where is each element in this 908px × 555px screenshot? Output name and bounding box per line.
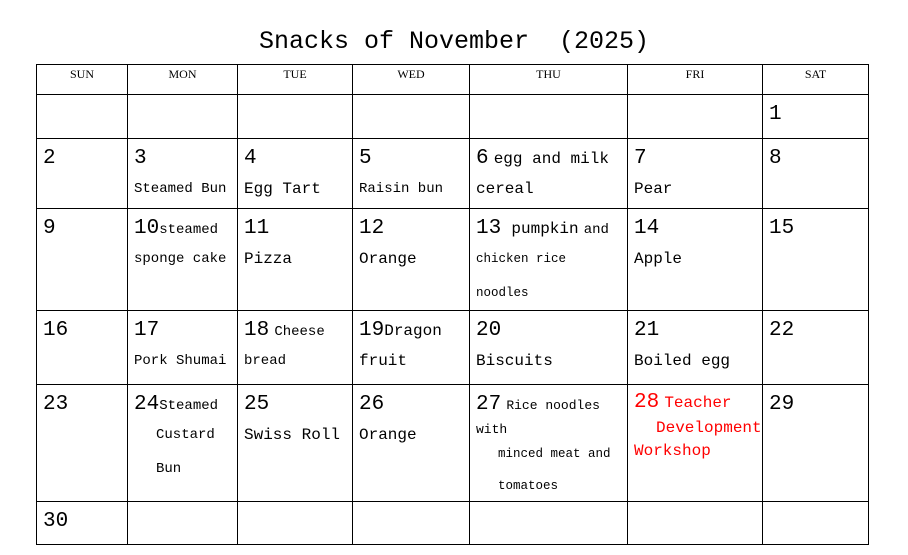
day-number: 26 bbox=[359, 393, 385, 416]
day-cell-27 bbox=[470, 385, 628, 502]
day-cell-20 bbox=[470, 311, 628, 385]
snack-label: Apple bbox=[634, 250, 683, 268]
weekday-fri: FRI bbox=[628, 65, 763, 95]
day-number: 27 bbox=[476, 393, 502, 416]
day-cell-empty bbox=[238, 95, 353, 139]
snack-label: Boiled egg bbox=[634, 352, 731, 370]
day-cell-11 bbox=[238, 209, 353, 311]
day-number: 30 bbox=[43, 510, 69, 533]
snack-label: Biscuits bbox=[476, 352, 553, 370]
day-cell-12 bbox=[353, 209, 470, 311]
weekday-sat: SAT bbox=[763, 65, 869, 95]
weekday-header-row bbox=[37, 65, 869, 95]
weekday-mon: MON bbox=[128, 65, 238, 95]
day-cell-empty bbox=[353, 95, 470, 139]
day-number: 20 bbox=[476, 319, 502, 342]
snack-label: chicken rice noodles bbox=[476, 252, 567, 300]
snack-label: Bun bbox=[156, 461, 182, 477]
day-cell-4 bbox=[238, 139, 353, 209]
day-cell-empty bbox=[128, 502, 238, 545]
day-cell-24 bbox=[128, 385, 238, 502]
day-cell-30 bbox=[37, 502, 128, 545]
day-number: 18 bbox=[244, 319, 270, 342]
day-number: 21 bbox=[634, 319, 660, 342]
snack-label: tomatoes bbox=[498, 479, 559, 493]
day-number: 15 bbox=[769, 217, 795, 240]
weekday-thu: THU bbox=[470, 65, 628, 95]
event-label: Workshop bbox=[634, 442, 711, 460]
weekday-wed: WED bbox=[353, 65, 470, 95]
event-label: Development bbox=[656, 419, 762, 437]
week-row-6 bbox=[37, 502, 869, 545]
day-cell-5 bbox=[353, 139, 470, 209]
day-cell-21 bbox=[628, 311, 763, 385]
day-cell-10 bbox=[128, 209, 238, 311]
weekday-tue: TUE bbox=[238, 65, 353, 95]
day-cell-empty bbox=[37, 95, 128, 139]
day-number: 19 bbox=[359, 319, 385, 342]
snack-label: steamed bbox=[159, 222, 219, 238]
day-number: 14 bbox=[634, 217, 660, 240]
snack-label: Pizza bbox=[244, 250, 293, 268]
snack-label: bread bbox=[244, 353, 287, 369]
day-number: 8 bbox=[769, 147, 782, 170]
day-number: 7 bbox=[634, 147, 647, 170]
day-number: 13 bbox=[476, 217, 502, 240]
day-number: 23 bbox=[43, 393, 69, 416]
day-number: 22 bbox=[769, 319, 795, 342]
day-cell-1 bbox=[763, 95, 869, 139]
event-label: Teacher bbox=[664, 394, 732, 412]
snack-label: Pork Shumai bbox=[134, 353, 227, 369]
snack-label: Cheese bbox=[274, 324, 325, 340]
day-number: 10 bbox=[134, 217, 160, 240]
snack-label: Egg Tart bbox=[244, 180, 321, 198]
day-cell-16 bbox=[37, 311, 128, 385]
snack-label: Rice noodles with bbox=[476, 398, 600, 437]
snack-label: Custard bbox=[156, 427, 215, 443]
snack-label: Orange bbox=[359, 250, 417, 268]
day-cell-17 bbox=[128, 311, 238, 385]
snack-label: cereal bbox=[476, 180, 534, 198]
snack-calendar bbox=[36, 64, 869, 545]
day-cell-2 bbox=[37, 139, 128, 209]
day-number: 25 bbox=[244, 393, 270, 416]
day-cell-empty bbox=[128, 95, 238, 139]
snack-label: Orange bbox=[359, 426, 417, 444]
snack-label: Steamed bbox=[159, 398, 219, 414]
page-title: Snacks of November (2025) bbox=[258, 27, 650, 56]
day-number: 17 bbox=[134, 319, 160, 342]
day-cell-19 bbox=[353, 311, 470, 385]
day-cell-15 bbox=[763, 209, 869, 311]
day-number: 4 bbox=[244, 147, 257, 170]
snack-label: Steamed Bun bbox=[134, 181, 227, 197]
week-row-5 bbox=[37, 385, 869, 502]
snack-label: pumpkin bbox=[511, 220, 579, 238]
day-number: 3 bbox=[134, 147, 147, 170]
day-number: 16 bbox=[43, 319, 69, 342]
snack-label: Raisin bun bbox=[359, 181, 444, 197]
weekday-sun: SUN bbox=[37, 65, 128, 95]
day-cell-28 bbox=[628, 385, 763, 502]
week-row-3 bbox=[37, 209, 869, 311]
snack-label: egg and milk bbox=[493, 150, 609, 168]
day-cell-empty bbox=[353, 502, 470, 545]
day-cell-3 bbox=[128, 139, 238, 209]
day-cell-empty bbox=[470, 502, 628, 545]
day-number: 2 bbox=[43, 147, 56, 170]
day-cell-empty bbox=[763, 502, 869, 545]
day-number: 24 bbox=[134, 393, 160, 416]
day-number: 28 bbox=[634, 391, 660, 414]
week-row-2 bbox=[37, 139, 869, 209]
snack-label: sponge cake bbox=[134, 251, 227, 267]
day-number: 9 bbox=[43, 217, 56, 240]
snack-label: and bbox=[583, 222, 609, 238]
day-cell-9 bbox=[37, 209, 128, 311]
snack-label: fruit bbox=[359, 352, 408, 370]
day-number: 12 bbox=[359, 217, 385, 240]
day-cell-25 bbox=[238, 385, 353, 502]
snack-label: Pear bbox=[634, 180, 673, 198]
day-number: 5 bbox=[359, 147, 372, 170]
snack-label: minced meat and bbox=[498, 447, 611, 461]
snack-label: Dragon bbox=[384, 322, 442, 340]
day-cell-18 bbox=[238, 311, 353, 385]
day-cell-22 bbox=[763, 311, 869, 385]
day-cell-6 bbox=[470, 139, 628, 209]
day-cell-14 bbox=[628, 209, 763, 311]
day-cell-empty bbox=[628, 502, 763, 545]
week-row-4 bbox=[37, 311, 869, 385]
day-cell-29 bbox=[763, 385, 869, 502]
day-cell-7 bbox=[628, 139, 763, 209]
day-number: 29 bbox=[769, 393, 795, 416]
snack-label: Swiss Roll bbox=[244, 426, 341, 444]
day-cell-23 bbox=[37, 385, 128, 502]
day-cell-empty bbox=[470, 95, 628, 139]
week-row-1 bbox=[37, 95, 869, 139]
day-cell-13 bbox=[470, 209, 628, 311]
day-cell-8 bbox=[763, 139, 869, 209]
day-number: 1 bbox=[769, 103, 782, 126]
day-cell-26 bbox=[353, 385, 470, 502]
day-number: 6 bbox=[476, 147, 489, 170]
day-cell-empty bbox=[628, 95, 763, 139]
day-number: 11 bbox=[244, 217, 270, 240]
day-cell-empty bbox=[238, 502, 353, 545]
